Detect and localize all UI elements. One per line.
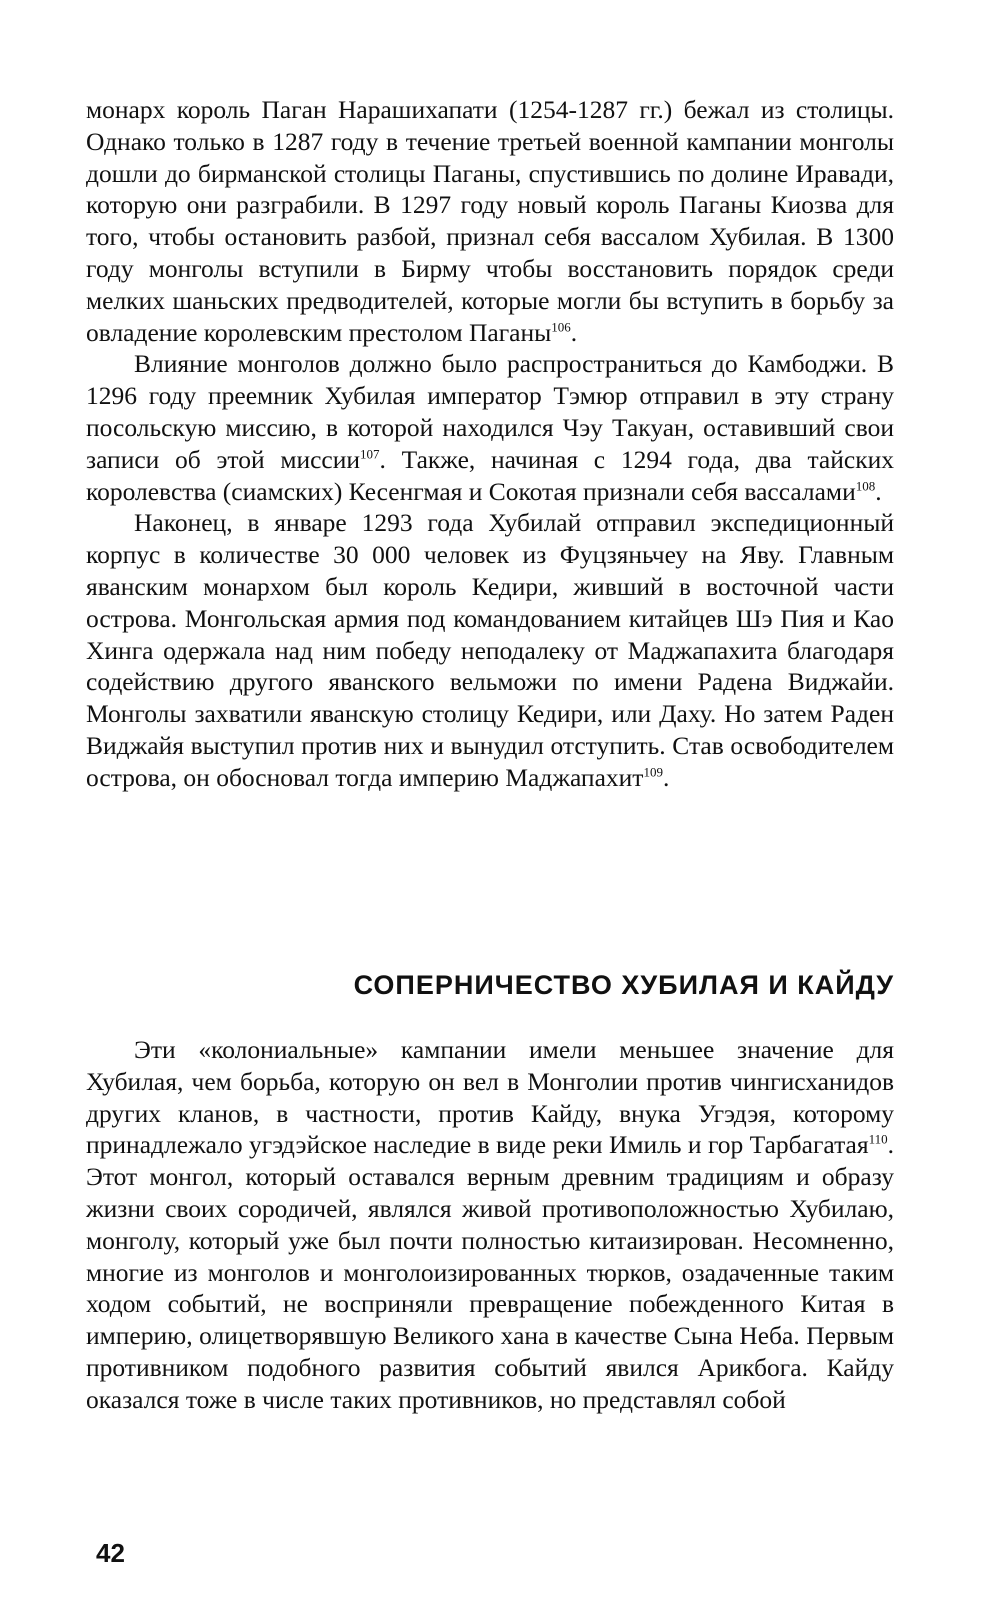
- page-number: 42: [96, 1538, 125, 1568]
- footnote-ref-106: 106: [551, 319, 571, 335]
- footnote-ref-108: 108: [855, 478, 876, 494]
- paragraph-1-text: монарх король Паган Нарашихапати (1254-1287 гг.) бежал из столицы. Однако только в 1287 году в течение третьей военной кампании монголы дошли до бирманской столицы Паганы, спустившись по долине Иравади, которую они разграбили. В 1297 году новый король Паганы Киозва для того, чтобы остановить разбой, признал себя вассалом Хубилая. В 1300 году монголы вступили в Бирму чтобы восстановить порядок среди мелких шаньских предводителей, которые могли бы вступить в борьбу за овладение королевским престолом Паганы: [86, 95, 894, 347]
- paragraph-4-text: Эти «колониальные» кампании имели меньшее значение для Хубилая, чем борьба, которую он вел в Монголии против чингисханидов других кланов, в частности, против Кайду, внука Угэдэя, которому принадлежало угэдэйское наследие в виде реки Имиль и гор Тарбагатая: [86, 1035, 894, 1160]
- footnote-ref-107: 107: [360, 446, 380, 462]
- paragraph-3-text: Наконец, в январе 1293 года Хубилай отправил экспедиционный корпус в количестве 30 000 человек из Фуцзяньчеу на Яву. Главным яванским монархом был король Кедири, живший в восточной части острова. Монгольская армия под командованием китайцев Шэ Пия и Као Хинга одержала над ним победу неподалеку от Маджапахита благодаря содействию другого яванского вельможи по имени Радена Виджайи. Монголы захватили яванскую столицу Кедири, или Даху. Но затем Раден Виджайя выступил против них и вынудил отступить. Став освободителем острова, он обосновал тогда империю Маджапахит: [86, 508, 894, 792]
- paragraph-1: монарх король Паган Нарашихапати (1254-1287 гг.) бежал из столицы. Однако только в 1287 году в течение третьей военной кампании монголы дошли до бирманской столицы Паганы, спустившись по долине Иравади, которую они разграбили. В 1297 году новый король Паганы Киозва для того, чтобы остановить разбой, признал себя вассалом Хубилая. В 1300 году монголы вступили в Бирму чтобы восстановить порядок среди мелких шаньских предводителей, которые могли бы вступить в борьбу за овладение королевским престолом Паганы$^{106}$.: [86, 95, 894, 347]
- paragraph-2-text: Влияние монголов должно было распространиться до Камбоджи. В 1296 году преемник Хубилая император Тэмюр отправил в эту страну посольскую миссию, в которой находился Чэу Такуан, оставивший свои записи об этой миссии: [86, 349, 894, 474]
- footnote-ref-109: 109: [643, 764, 663, 780]
- footnote-ref-110: 110: [868, 1131, 888, 1147]
- paragraph-4: [86, 1034, 894, 1416]
- paragraph-2-text-continued: . Также, начиная с 1294 года, два тайских королевства (сиамских) Кесенгмая и Сокотая признали себя вассалами: [86, 444, 894, 506]
- paragraph-3: Наконец, в январе 1293 года Хубилай отправил экспедиционный корпус в количестве 30 000 человек из Фуцзяньчеу на Яву. Главным яванским монархом был король Кедири, живший в восточной части острова. Монгольская армия под командованием китайцев Шэ Пия и Као Хинга одержала над ним победу неподалеку от Маджапахита благодаря содействию другого яванского вельможи по имени Радена Виджайи. Монголы захватили яванскую столицу Кедири, или Даху. Но затем Раден Виджайя выступил против них и вынудил отступить. Став освободителем острова, он обосновал тогда империю Маджапахит$^{109}$.: [86, 508, 894, 792]
- main-text-block: [86, 94, 894, 794]
- section-heading: СОПЕРНИЧЕСТВО ХУБИЛАЯ И КАЙДУ: [353, 970, 894, 1000]
- paragraph-2: Влияние монголов должно было распространиться до Камбоджи. В 1296 году преемник Хубилая император Тэмюр отправил в эту страну посольскую миссию, в которой находился Чэу Такуан, оставивший свои записи об этой миссии$^{107}$. Также, начиная с 1294 года, два тайских королевства (сиамских) Кесенгмая и Сокотая признали себя вассалами$^{108}$.: [86, 349, 894, 506]
- paragraph-4-text-continued: . Этот монгол, который оставался верным древним традициям и образу жизни своих сородичей, являлся живой противоположностью Хубилаю, монголу, который уже был почти полностью китаизирован. Несомненно, многие из монголов и монголоизированных тюрков, озадаченные таким ходом событий, не восприняли превращение побежденного Китая в империю, олицетворявшую Великого хана в качестве Сына Неба. Первым противником подобного развития событий явился Арикбога. Кайду оказался тоже в числе таких противников, но представлял собой: [86, 1130, 894, 1414]
- section-text-block: [86, 1034, 894, 1416]
